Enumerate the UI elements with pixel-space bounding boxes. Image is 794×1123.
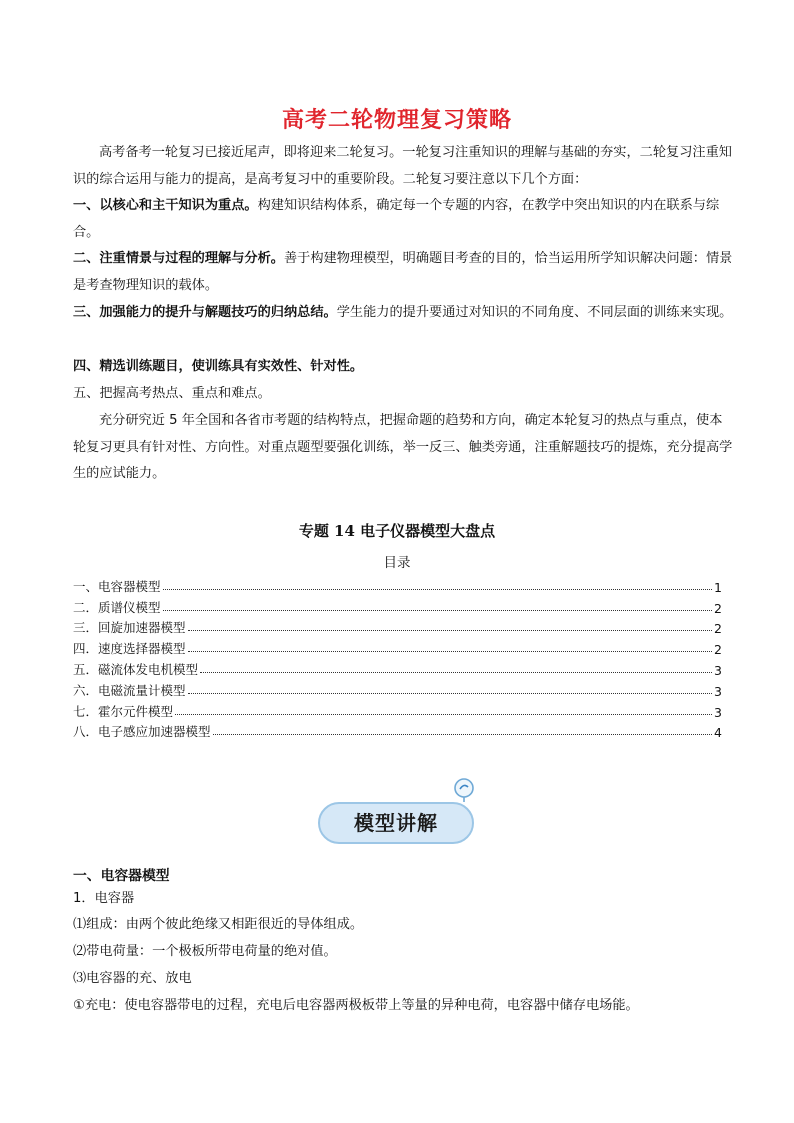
strategy-point-1-text: 构建知识结构体系，确定每一个专题的内容，在教学中突出知识的内在联系与综合。 (73, 198, 720, 240)
intro-paragraph: 高考备考一轮复习已接近尾声，即将迎来二轮复习。一轮复习注重知识的理解与基础的夯实，二轮复习注重知识的综合运用与能力的提高，是高考复习中的重要阶段。二轮复习要注意以下几个方面： (73, 145, 732, 187)
toc-entry-label: 八．电子感应加速器模型 (73, 724, 211, 740)
section-line-1: 1．电容器 (73, 891, 135, 906)
section-heading: 一、电容器模型 (73, 868, 170, 884)
toc-entry-6[interactable] (73, 678, 722, 699)
toc-entry-label: 一、电容器模型 (73, 578, 161, 594)
strategy-point-5-text: 五、把握高考热点、重点和难点。 (73, 386, 271, 401)
toc-entry-7[interactable] (73, 699, 722, 720)
toc-leader-dots (188, 629, 713, 631)
toc-leader-dots (175, 713, 712, 715)
toc-entry-page: 2 (714, 600, 722, 616)
toc-entry-label: 二．质谱仪模型 (73, 599, 161, 615)
section-line-3: ⑵带电荷量：一个极板所带电荷量的绝对值。 (73, 944, 337, 959)
strategy-point-1-bold: 一、以核心和主干知识为重点。 (73, 198, 258, 213)
toc-entry-page: 3 (714, 683, 722, 699)
toc-entry-page: 3 (714, 704, 722, 720)
page-title: 高考二轮物理复习策略 (281, 108, 512, 133)
section-line-2: ⑴组成：由两个彼此绝缘又相距很近的导体组成。 (73, 917, 364, 932)
strategy-point-2-text: 善于构建物理模型，明确题目考查的目的，恰当运用所学知识解决问题：情景是考查物理知识的载体。 (73, 251, 733, 293)
toc-entry-label: 五．磁流体发电机模型 (73, 661, 199, 677)
banner-label: 模型讲解 (354, 811, 438, 835)
toc-entry-label: 四．速度选择器模型 (73, 641, 186, 657)
toc-leader-dots (188, 650, 713, 652)
strategy-point-4-bold: 四、精选训练题目，使训练具有实效性、针对性。 (73, 359, 364, 374)
toc-entry-page: 2 (714, 621, 722, 637)
toc-heading: 目录 (383, 555, 411, 571)
strategy-point-4 (73, 354, 733, 381)
toc-entry-page: 4 (714, 725, 722, 741)
topic-title: 专题 14 电子仪器模型大盘点 (298, 522, 496, 540)
banner-pill (318, 802, 474, 844)
section-line-5: ①充电：使电容器带电的过程，充电后电容器两极板带上等量的异种电荷，电容器中储存电场能。 (73, 998, 639, 1013)
toc-entry-4[interactable] (73, 636, 722, 657)
toc-entry-5[interactable] (73, 657, 722, 678)
toc-leader-dots (163, 588, 713, 590)
model-explanation-banner (318, 777, 478, 849)
strategy-point-2 (73, 246, 733, 299)
toc-entry-page: 2 (714, 642, 722, 658)
lightbulb-leaf-icon (452, 777, 476, 803)
toc-entry-label: 六．电磁流量计模型 (73, 682, 186, 698)
strategy-point-3-bold: 三、加强能力的提升与解题技巧的归纳总结。 (73, 305, 337, 320)
toc-leader-dots (188, 692, 713, 694)
strategy-point-1 (73, 193, 733, 246)
closing-paragraph: 充分研究近 5 年全国和各省市考题的结构特点，把握命题的趋势和方向，确定本轮复习的热点与重点，使本轮复习更具有针对性、方向性。对重点题型要强化训练，举一反三、触类旁通，注重解题技巧的提炼，充分提高学生的应试能力。 (73, 413, 733, 481)
toc-entry-8[interactable] (73, 720, 722, 741)
strategy-point-5 (73, 381, 733, 408)
toc-entry-1[interactable] (73, 574, 722, 595)
toc-entry-label: 七．霍尔元件模型 (73, 703, 174, 719)
toc-leader-dots (163, 609, 713, 611)
toc-entry-3[interactable] (73, 616, 722, 637)
toc-entry-page: 1 (714, 579, 722, 595)
strategy-point-3-text: 学生能力的提升要通过对知识的不同角度、不同层面的训练来实现。 (336, 305, 733, 320)
toc-entry-2[interactable] (73, 595, 722, 616)
table-of-contents (73, 574, 722, 740)
toc-leader-dots (200, 671, 712, 673)
toc-leader-dots (213, 733, 713, 735)
toc-entry-label: 三．回旋加速器模型 (73, 620, 186, 636)
section-line-4: ⑶电容器的充、放电 (73, 971, 192, 986)
strategy-point-3 (73, 300, 733, 327)
toc-entry-page: 3 (714, 662, 722, 678)
strategy-point-2-bold: 二、注重情景与过程的理解与分析。 (73, 251, 284, 266)
